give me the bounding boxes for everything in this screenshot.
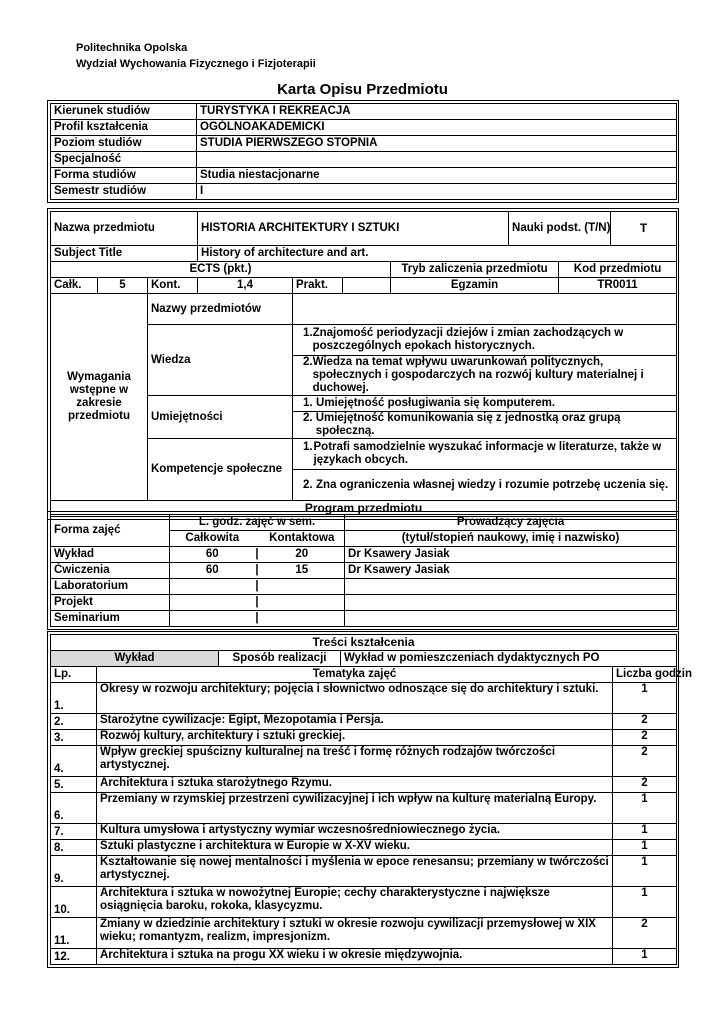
faculty-name: Wydział Wychowania Fizycznego i Fizjoterapii — [76, 58, 316, 70]
lp-header: Lp. — [51, 667, 97, 683]
study-info-table — [50, 103, 677, 200]
subject-names-header: Nazwy przedmiotów — [148, 294, 293, 325]
content-hours: 1 — [613, 824, 677, 840]
study-info-label: Poziom studiów — [51, 136, 197, 152]
content-hours: 2 — [613, 918, 677, 949]
content-topic: Okresy w rozwoju architektury; pojęcia i słownictwo odnoszące się do architektury i sztuki. — [97, 683, 613, 714]
program-total-hours — [170, 595, 255, 611]
subject-box — [47, 208, 679, 520]
lecturer-subheader: (tytuł/stopień naukowy, imię i nazwisko) — [345, 531, 677, 547]
content-hours: 2 — [613, 777, 677, 793]
study-info-row — [51, 104, 677, 120]
content-hours: 1 — [613, 683, 677, 714]
program-form: Projekt — [51, 595, 170, 611]
study-info-value — [197, 152, 677, 168]
program-total-hours — [170, 579, 255, 595]
program-lecturer — [345, 595, 677, 611]
content-hours: 1 — [613, 949, 677, 965]
program-lecturer: Dr Ksawery Jasiak — [345, 547, 677, 563]
program-total-hours: 60 — [170, 547, 255, 563]
content-hours: 1 — [613, 887, 677, 918]
content-lp: 10. — [51, 887, 97, 918]
content-lp: 1. — [51, 683, 97, 714]
program-table — [50, 514, 677, 627]
program-separator: | — [255, 563, 260, 579]
skills-label: Umiejętności — [148, 396, 293, 439]
content-lp: 4. — [51, 746, 97, 777]
content-row — [51, 918, 677, 949]
method-label: Sposób realizacji — [219, 651, 341, 667]
total-hours-header: Całkowita — [170, 531, 255, 547]
content-topic: Zmiany w dziedzinie architektury i sztuki w okresie rozwoju cywilizacji przemysłowej w XIX wieku; romantyzm, realizm, impresjonizm. — [97, 918, 613, 949]
study-info-box — [47, 100, 679, 203]
content-topic: Architektura i sztuka starożytnego Rzymu. — [97, 777, 613, 793]
content-topic: Architektura i sztuka w nowożytnej Europie; cechy charakterystyczne i największe osiągnięcia baroku, rokoka, klasycyzmu. — [97, 887, 613, 918]
program-form: Ćwiczenia — [51, 563, 170, 579]
social-item-2: 2. Zna ograniczenia własnej wiedzy i rozumie potrzebę uczenia się. — [293, 470, 677, 501]
program-row — [51, 563, 677, 579]
ects-total-value: 5 — [98, 278, 148, 294]
content-lp: 2. — [51, 714, 97, 730]
subject-title-value: History of architecture and art. — [198, 246, 677, 262]
subject-table — [50, 211, 677, 517]
basic-sciences-value: T — [611, 212, 677, 246]
study-info-row — [51, 184, 677, 200]
study-info-value: I — [197, 184, 677, 200]
program-lecturer: Dr Ksawery Jasiak — [345, 563, 677, 579]
content-lp: 11. — [51, 918, 97, 949]
program-contact-hours: 20 — [260, 547, 345, 563]
content-lp: 12. — [51, 949, 97, 965]
university-name: Politechnika Opolska — [76, 42, 188, 54]
content-row — [51, 793, 677, 824]
program-lecturer — [345, 611, 677, 627]
ects-total-label: Całk. — [51, 278, 98, 294]
study-info-row — [51, 136, 677, 152]
ects-practical-label: Prakt. — [293, 278, 343, 294]
study-info-row — [51, 152, 677, 168]
study-info-label: Profil kształcenia — [51, 120, 197, 136]
skills-item-1: 1. Umiejętność posługiwania się komputerem. — [293, 396, 677, 412]
content-topic: Architektura i sztuka na progu XX wieku i w okresie międzywojnia. — [97, 949, 613, 965]
content-lecture-label: Wykład — [51, 651, 219, 667]
content-row — [51, 730, 677, 746]
content-row — [51, 714, 677, 730]
content-hours: 1 — [613, 793, 677, 824]
contact-hours-header: Kontaktowa — [260, 531, 345, 547]
content-topic: Przemiany w rzymskiej przestrzeni cywilizacyjnej i ich wpływ na kulturę materialną Europy. — [97, 793, 613, 824]
program-lecturer — [345, 579, 677, 595]
subject-title-label: Subject Title — [51, 246, 198, 262]
content-row — [51, 683, 677, 714]
knowledge-item-1: 1. Znajomość periodyzacji dziejów i zmian zachodzących w poszczególnych epokach historycznych. — [293, 325, 677, 356]
content-row — [51, 887, 677, 918]
knowledge-label: Wiedza — [148, 325, 293, 396]
study-info-label: Semestr studiów — [51, 184, 197, 200]
content-topic: Wpływ greckiej spuścizny kulturalnej na treść i formę różnych rodzajów twórczości artystycznej. — [97, 746, 613, 777]
program-contact-hours — [260, 595, 345, 611]
form-header: Forma zajęć — [51, 515, 170, 547]
study-info-value: TURYSTYKA I REKREACJA — [197, 104, 677, 120]
content-row — [51, 856, 677, 887]
lecturer-header: Prowadzący zajęcia — [345, 515, 677, 531]
content-lp: 7. — [51, 824, 97, 840]
method-value: Wykład w pomieszczeniach dydaktycznych PO — [341, 651, 677, 667]
content-row — [51, 777, 677, 793]
study-info-row — [51, 120, 677, 136]
program-total-hours: 60 — [170, 563, 255, 579]
program-title: Program przedmiotu — [51, 501, 677, 517]
ects-practical-value — [343, 278, 391, 294]
content-hours: 2 — [613, 714, 677, 730]
prerequisites-label: Wymagania wstępne w zakresie przedmiotu — [51, 294, 148, 501]
content-topic: Starożytne cywilizacje: Egipt, Mezopotamia i Persja. — [97, 714, 613, 730]
content-topic: Sztuki plastyczne i architektura w Europie w X-XV wieku. — [97, 840, 613, 856]
content-title: Treści kształcenia — [51, 635, 677, 651]
content-lp: 3. — [51, 730, 97, 746]
content-hours: 2 — [613, 746, 677, 777]
course-code-header: Kod przedmiotu — [559, 262, 677, 278]
study-info-label: Kierunek studiów — [51, 104, 197, 120]
content-topic: Rozwój kultury, architektury i sztuki greckiej. — [97, 730, 613, 746]
content-hours: 1 — [613, 840, 677, 856]
study-info-value: Studia niestacjonarne — [197, 168, 677, 184]
content-lp: 9. — [51, 856, 97, 887]
study-info-label: Specjalność — [51, 152, 197, 168]
program-separator: | — [255, 595, 260, 611]
program-separator: | — [255, 611, 260, 627]
program-separator: | — [255, 579, 260, 595]
study-info-label: Forma studiów — [51, 168, 197, 184]
program-contact-hours — [260, 611, 345, 627]
content-row — [51, 840, 677, 856]
program-row — [51, 595, 677, 611]
study-info-row — [51, 168, 677, 184]
program-row — [51, 547, 677, 563]
content-hours-header: Liczba godzin — [613, 667, 677, 683]
social-item-1: 1. Potrafi samodzielnie wyszukać informacje w literaturze, także w językach obcych. — [293, 439, 677, 470]
ects-header: ECTS (pkt.) — [51, 262, 391, 278]
program-contact-hours — [260, 579, 345, 595]
content-lp: 8. — [51, 840, 97, 856]
content-topic: Kultura umysłowa i artystyczny wymiar wczesnośredniowiecznego życia. — [97, 824, 613, 840]
content-hours: 2 — [613, 730, 677, 746]
study-info-value: OGÓLNOAKADEMICKI — [197, 120, 677, 136]
content-table — [50, 634, 693, 965]
content-lp: 6. — [51, 793, 97, 824]
content-row — [51, 949, 677, 965]
content-lp: 5. — [51, 777, 97, 793]
program-box — [47, 511, 679, 630]
program-form: Seminarium — [51, 611, 170, 627]
ects-contact-label: Kont. — [148, 278, 198, 294]
content-hours: 1 — [613, 856, 677, 887]
content-box — [47, 631, 693, 968]
social-competences-label: Kompetencje społeczne — [148, 439, 293, 501]
program-row — [51, 579, 677, 595]
exam-type-header: Tryb zaliczenia przedmiotu — [391, 262, 559, 278]
skills-item-2: 2. Umiejętność komunikowania się z jednostką oraz grupą społeczną. — [293, 412, 677, 439]
content-row — [51, 824, 677, 840]
program-separator: | — [255, 547, 260, 563]
study-info-value: STUDIA PIERWSZEGO STOPNIA — [197, 136, 677, 152]
program-total-hours — [170, 611, 255, 627]
subject-name-value: HISTORIA ARCHITEKTURY I SZTUKI — [198, 212, 509, 246]
topic-header: Tematyka zajęć — [97, 667, 613, 683]
page-title: Karta Opisu Przedmiotu — [277, 81, 448, 98]
hours-header: L. godz. zajęć w sem. — [170, 515, 345, 531]
program-form: Laboratorium — [51, 579, 170, 595]
subject-name-label: Nazwa przedmiotu — [51, 212, 198, 246]
content-topic: Kształtowanie się nowej mentalności i myślenia w epoce renesansu; przemiany w twórczości artystycznej. — [97, 856, 613, 887]
knowledge-item-2: 2. Wiedza na temat wpływu uwarunkowań politycznych, społecznych i gospodarczych na rozwój kultury materialnej i duchowej. — [293, 356, 677, 396]
content-row — [51, 746, 677, 777]
program-contact-hours: 15 — [260, 563, 345, 579]
program-row — [51, 611, 677, 627]
exam-type-value: Egzamin — [391, 278, 559, 294]
program-form: Wykład — [51, 547, 170, 563]
ects-contact-value: 1,4 — [198, 278, 293, 294]
course-code-value: TR0011 — [559, 278, 677, 294]
basic-sciences-label: Nauki podst. (T/N) — [509, 212, 611, 246]
